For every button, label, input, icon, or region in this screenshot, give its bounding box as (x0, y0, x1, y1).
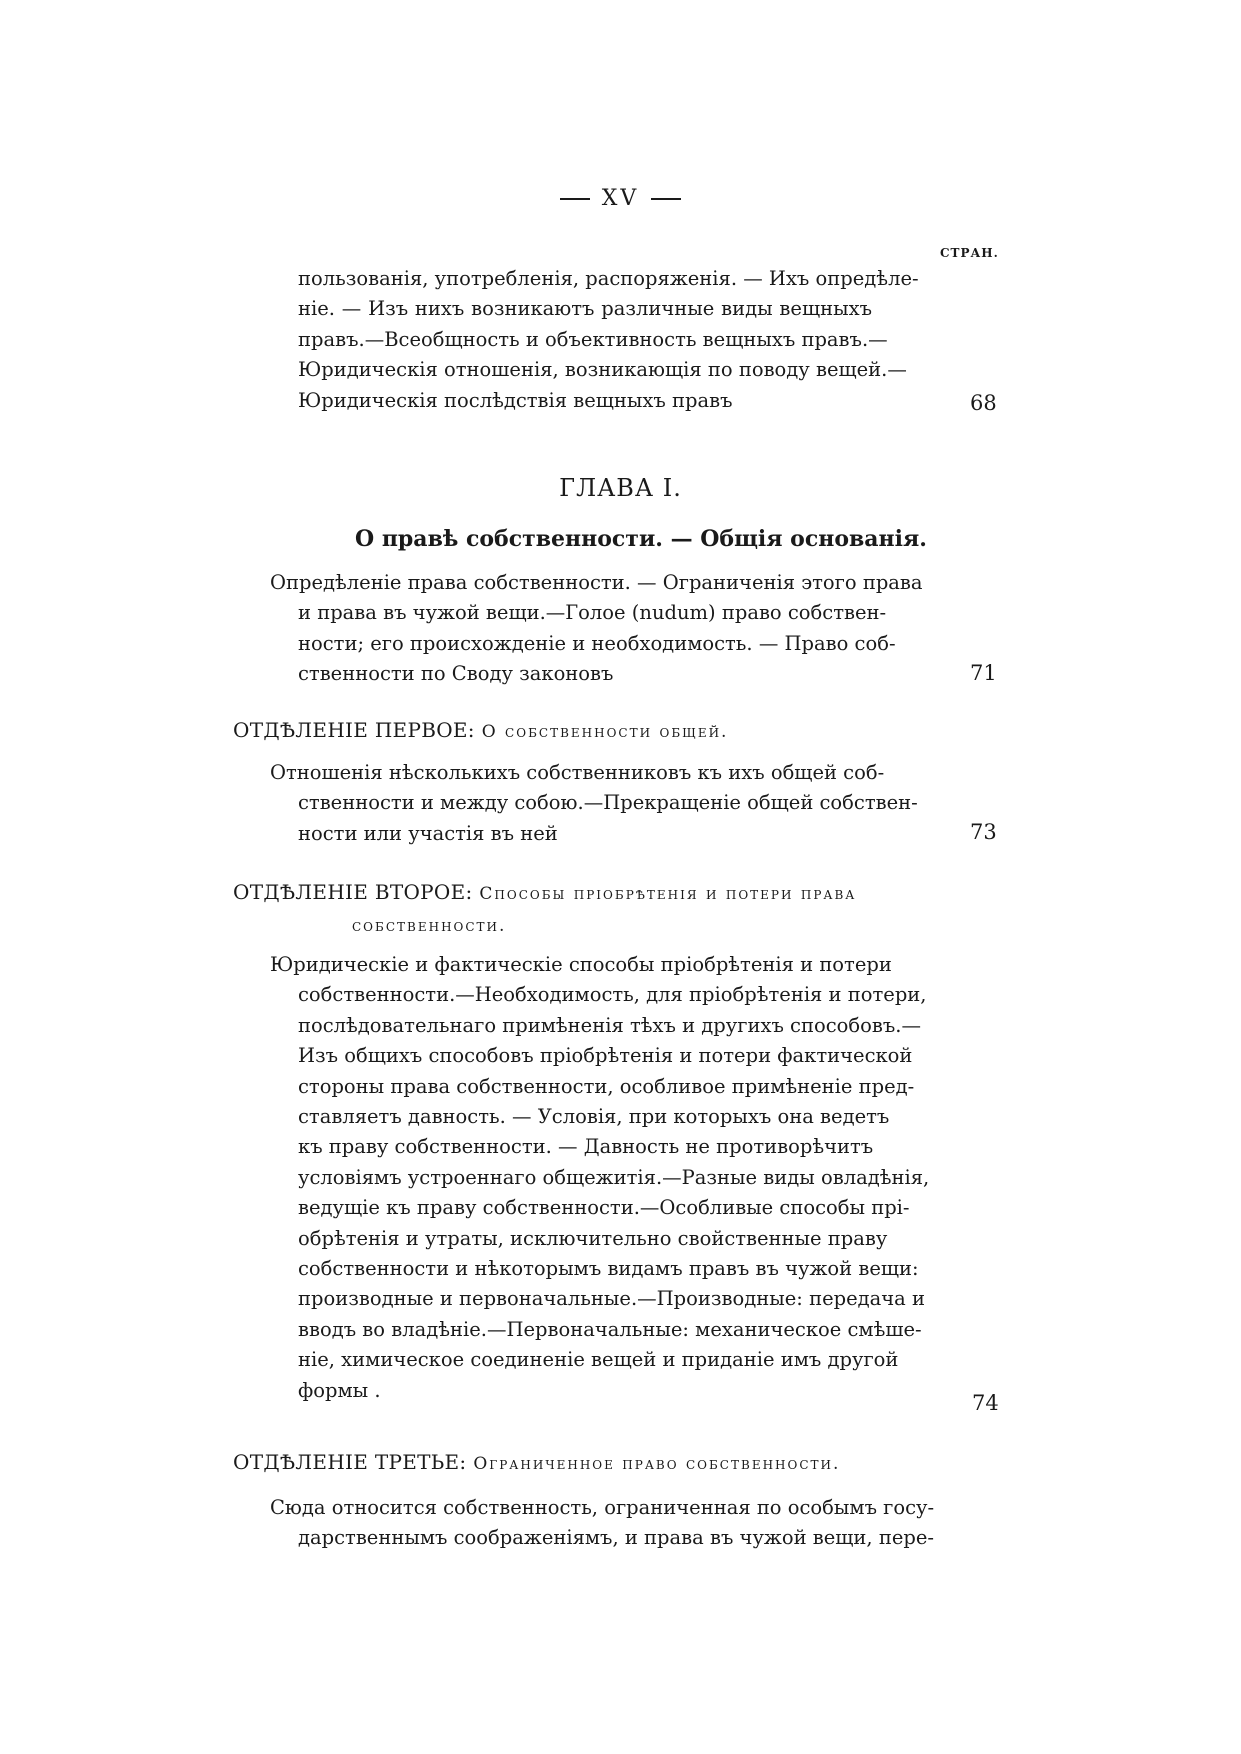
section-heading (233, 880, 856, 904)
toc-entry-section3 (270, 1493, 935, 1554)
toc-line: Отношенія нѣсколькихъ собственниковъ къ ихъ общей соб- (270, 761, 885, 784)
dash-right (651, 198, 681, 200)
page-number: XV (0, 186, 1241, 211)
toc-line: производные и первоначальные.—Производные: передача и (298, 1287, 925, 1311)
toc-line: ности или участія въ ней (298, 821, 558, 845)
toc-page-ref: 71 (970, 661, 997, 685)
chapter-subtitle: О правѣ собственности. — Общія основанія. (355, 526, 927, 552)
toc-entry-continued (298, 264, 919, 416)
toc-line: пользованія, употребленія, распоряженія. — Ихъ опредѣле- (298, 267, 919, 290)
toc-line: Опредѣленіе права собственности. — Ограниченія этого права (270, 571, 923, 594)
toc-line: правъ.—Всеобщность и объективность вещныхъ правъ.— (298, 327, 888, 351)
section-heading-continued (352, 912, 506, 936)
toc-page-ref: 74 (972, 1391, 999, 1415)
toc-line: ведущіе къ праву собственности.—Особливые способы прі- (298, 1196, 910, 1220)
toc-line: ственности и между собою.—Прекращеніе общей собствен- (298, 791, 918, 815)
toc-line: обрѣтенія и утраты, исключительно свойственные праву (298, 1226, 888, 1250)
toc-line: ставляетъ давность. — Условія, при которыхъ она ведетъ (298, 1105, 890, 1129)
section-heading (233, 1450, 840, 1474)
toc-line: стороны права собственности, особливое примѣненіе пред- (298, 1074, 915, 1098)
toc-line: послѣдовательнаго примѣненія тѣхъ и другихъ способовъ.— (298, 1013, 921, 1037)
toc-entry-chapter (270, 568, 923, 690)
section-title: Ограниченное право собственности. (473, 1454, 841, 1474)
section-label: ОТДѢЛЕНІЕ ВТОРОЕ: (233, 880, 473, 904)
section-label: ОТДѢЛЕНІЕ ПЕРВОЕ: (233, 718, 475, 742)
toc-line: Юридическіе и фактическіе способы пріобрѣтенія и потери (270, 953, 892, 976)
toc-page-ref: 73 (970, 820, 997, 844)
toc-line: ніе, химическое соединеніе вещей и приданіе имъ другой (298, 1348, 899, 1372)
dash-left (560, 198, 590, 200)
toc-line: ности; его происхожденіе и необходимость. — Право соб- (298, 631, 896, 655)
section-heading (233, 718, 728, 742)
toc-line: условіямъ устроеннаго общежитія.—Разные виды овладѣнія, (298, 1165, 930, 1189)
toc-line: Сюда относится собственность, ограниченная по особымъ госу- (270, 1496, 935, 1519)
toc-line: Юридическія послѣдствія вещныхъ правъ (298, 388, 733, 412)
toc-line: вводъ во владѣніе.—Первоначальные: механическое смѣше- (298, 1317, 922, 1341)
toc-line: собственности.—Необходимость, для пріобрѣтенія и потери, (298, 983, 927, 1007)
toc-line: къ праву собственности. — Давность не противорѣчитъ (298, 1135, 874, 1159)
toc-line: ственности по Своду законовъ (298, 662, 614, 686)
toc-page-ref: 68 (970, 391, 997, 415)
section-label: ОТДѢЛЕНІЕ ТРЕТЬЕ: (233, 1450, 467, 1474)
toc-line: Юридическія отношенія, возникающія по поводу вещей.— (298, 358, 907, 382)
toc-line: и права въ чужой вещи.—Голое (nudum) право собствен- (298, 601, 887, 625)
section-title: О собственности общей. (481, 722, 729, 742)
section-title: Способы пріобрѣтенія и потери права (479, 884, 857, 904)
toc-line: формы . (298, 1378, 381, 1402)
toc-line: ніе. — Изъ нихъ возникаютъ различные виды вещныхъ (298, 297, 872, 321)
toc-line: собственности и нѣкоторымъ видамъ правъ въ чужой вещи: (298, 1257, 919, 1281)
page-column-label: СТРАН. (940, 246, 999, 260)
chapter-title: ГЛАВА I. (559, 474, 682, 502)
toc-line: Изъ общихъ способовъ пріобрѣтенія и потери фактической (298, 1044, 913, 1068)
toc-entry-section1 (270, 758, 918, 849)
toc-line: дарственнымъ соображеніямъ, и права въ чужой вещи, пере- (298, 1526, 934, 1550)
section-title: собственности. (352, 916, 507, 936)
toc-entry-section2 (270, 950, 930, 1406)
